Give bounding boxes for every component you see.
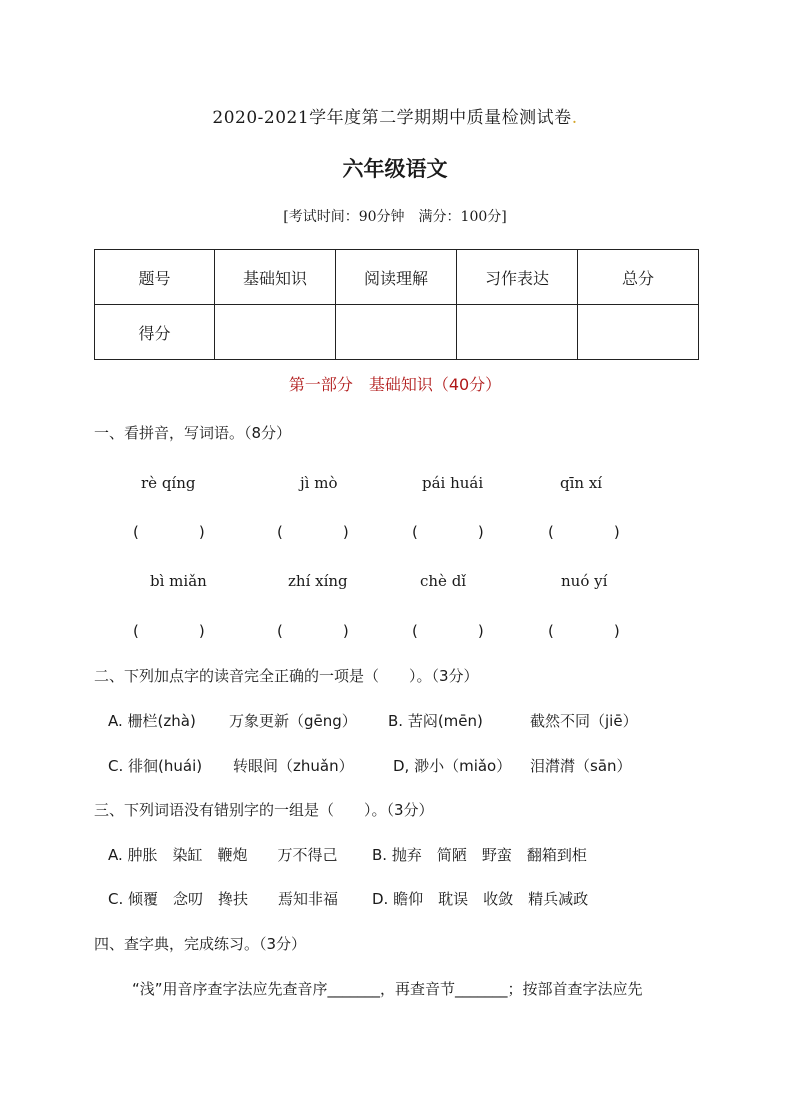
score-input-cell (335, 305, 456, 360)
score-table (94, 249, 699, 360)
part1-heading: 第一部分 基础知识（40分） (288, 375, 502, 394)
q2-option-c-2: 转眼间（zhuǎn） (233, 757, 354, 775)
answer-blank[interactable]: ( ) (412, 523, 484, 541)
answer-blank[interactable]: ( ) (548, 622, 620, 640)
q2-option-a-2: 万象更新（gēng） (229, 712, 357, 730)
q3-option-a: A. 肿胀 染缸 鞭炮 万不得己 (108, 846, 338, 864)
q3-option-c: C. 倾覆 念叨 搀扶 焉知非福 (108, 890, 339, 908)
pinyin-item: pái huái (422, 474, 484, 492)
q1-title: 一、看拼音，写词语。（8分） (94, 424, 292, 442)
q2-option-b-1: B. 苦闷(mēn) (388, 712, 483, 730)
answer-blank[interactable]: ( ) (133, 622, 205, 640)
q3-title: 三、下列词语没有错别字的一组是（ ）。（3分） (94, 801, 434, 819)
exam-info: [考试时间：90分钟 满分：100分] (283, 209, 507, 225)
score-cell: 阅读理解 (335, 250, 456, 305)
pinyin-item: jì mò (300, 474, 338, 492)
pinyin-item: bì miǎn (150, 572, 207, 590)
answer-blank[interactable]: ( ) (548, 523, 620, 541)
answer-blank[interactable]: ( ) (412, 622, 484, 640)
pinyin-item: nuó yí (561, 572, 608, 590)
q2-option-d-1: D, 渺小（miǎo） (393, 757, 512, 775)
answer-blank[interactable]: ( ) (277, 622, 349, 640)
q3-option-b: B. 抛弃 简陋 野蛮 翻箱到柜 (372, 846, 587, 864)
pinyin-item: zhí xíng (288, 572, 348, 590)
grade-subject-title: 六年级语文 (342, 157, 448, 181)
score-cell: 题号 (95, 250, 215, 305)
score-table-header-row (95, 250, 699, 305)
exam-title: 2020-2021学年度第二学期期中质量检测试卷. (212, 108, 578, 128)
pinyin-item: qīn xí (560, 474, 603, 492)
score-input-cell (456, 305, 577, 360)
q4-paragraph: “浅”用音序查字法应先查音序_______，再查音节_______；按部首查字法应先 (132, 980, 643, 998)
q2-title: 二、下列加点字的读音完全正确的一项是（ ）。（3分） (94, 667, 479, 685)
score-cell: 总分 (577, 250, 698, 305)
score-cell: 习作表达 (456, 250, 577, 305)
q2-option-c-1: C. 徘徊(huái) (108, 757, 203, 775)
score-input-cell (215, 305, 336, 360)
q3-option-d: D. 瞻仰 耽误 收敛 精兵减政 (372, 890, 589, 908)
q2-option-a-1: A. 栅栏(zhà) (108, 712, 196, 730)
q2-option-d-2: 泪潸潸（sān） (530, 757, 632, 775)
score-cell: 基础知识 (215, 250, 336, 305)
pinyin-item: chè dǐ (420, 572, 467, 590)
pinyin-item: rè qíng (141, 474, 196, 492)
answer-blank[interactable]: ( ) (277, 523, 349, 541)
title-dot: . (571, 108, 578, 128)
score-input-cell (577, 305, 698, 360)
q2-option-b-2: 截然不同（jiē） (530, 712, 638, 730)
score-cell: 得分 (95, 305, 215, 360)
q4-title: 四、查字典，完成练习。（3分） (94, 935, 307, 953)
score-table-score-row (95, 305, 699, 360)
answer-blank[interactable]: ( ) (133, 523, 205, 541)
